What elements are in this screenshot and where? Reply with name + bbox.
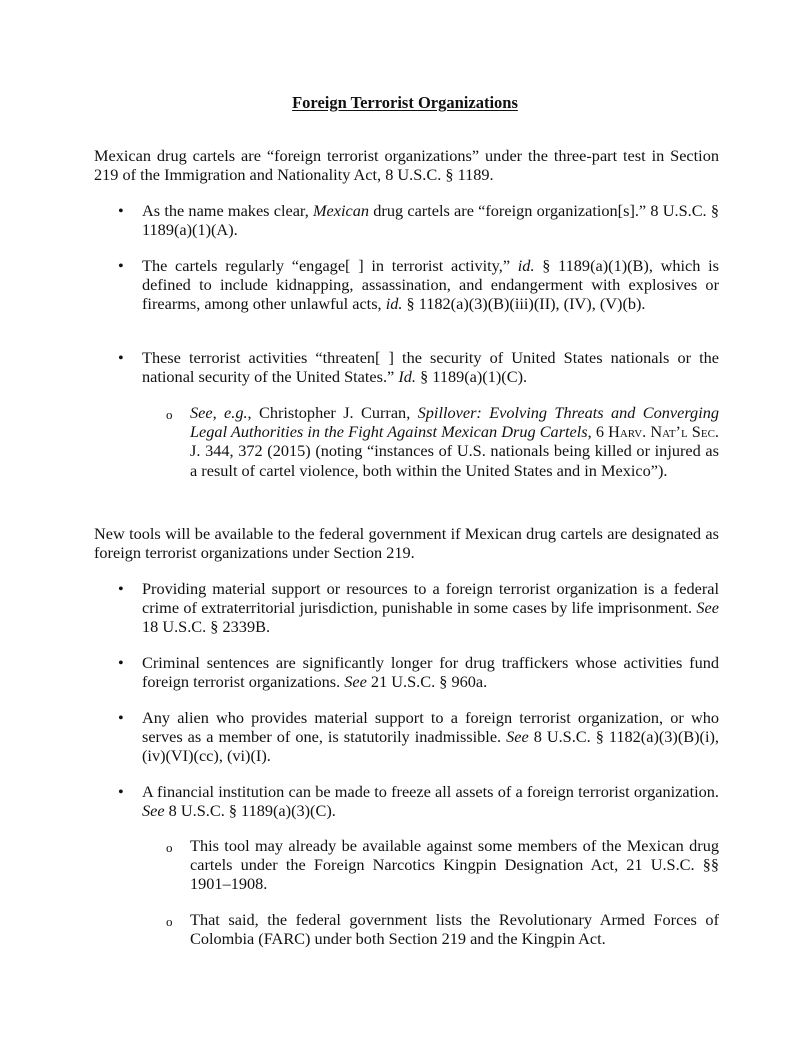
bullet-text: Any alien who provides material support to a foreign terrorist organization, or who serves as a member of one, is statutorily inadmissible. See 8 U.S.C. § 1182(a)(3)(B)(i), (iv)(VI)(cc), (vi)(I). [142,708,719,766]
bullet-text: Providing material support or resources to a foreign terrorist organization is a federal crime of extraterritorial jurisdiction, punishable in some cases by life imprisonment. See 18 U.S.C. § 2339B. [142,579,719,637]
sub-bullet-text: This tool may already be available against some members of the Mexican drug cartels under the Foreign Narcotics Kingpin Designation Act, 21 U.S.C. §§ 1901–1908. [190,836,719,894]
second-paragraph: New tools will be available to the federal government if Mexican drug cartels are designated as foreign terrorist organizations under Section 219. [94,524,719,563]
bullet-marker: • [118,579,124,598]
intro-paragraph: Mexican drug cartels are “foreign terrorist organizations” under the three-part test in Section 219 of the Immigration and Nationality Act, 8 U.S.C. § 1189. [94,146,719,185]
bullet-marker: • [118,782,124,801]
sub-bullet-marker: o [166,914,173,929]
bullet-text: The cartels regularly “engage[ ] in terrorist activity,” id. § 1189(a)(1)(B), which is defined to include kidnapping, assassination, and endangerment with explosives or firearms, among other unlawful acts, id. § 1182(a)(3)(B)(iii)(II), (IV), (V)(b). [142,256,719,314]
bullet-text: As the name makes clear, Mexican drug cartels are “foreign organization[s].” 8 U.S.C. § 1189(a)(1)(A). [142,201,719,240]
bullet-marker: • [118,201,124,220]
sub-bullet-text: See, e.g., Christopher J. Curran, Spillover: Evolving Threats and Converging Legal Authorities in the Fight Against Mexican Drug Cartels, 6 Harv. Nat’l Sec. J. 344, 372 (2015) (noting “instances of U.S. nationals being killed or injured as a result of cartel violence, both within the United States and in Mexico”). [190,403,720,480]
bullet-marker: • [118,653,124,672]
bullet-text: Criminal sentences are significantly longer for drug traffickers whose activities fund foreign terrorist organizations. See 21 U.S.C. § 960a. [142,653,719,692]
sub-bullet-marker: o [166,840,173,855]
bullet-marker: • [118,256,124,275]
bullet-text: These terrorist activities “threaten[ ] the security of United States nationals or the national security of the United States.” Id. § 1189(a)(1)(C). [142,348,719,387]
document-title: Foreign Terrorist Organizations [292,93,518,112]
bullet-marker: • [118,348,124,367]
bullet-text: A financial institution can be made to freeze all assets of a foreign terrorist organization. See 8 U.S.C. § 1189(a)(3)(C). [142,782,719,821]
bullet-marker: • [118,708,124,727]
sub-bullet-marker: o [166,407,173,422]
sub-bullet-text: That said, the federal government lists the Revolutionary Armed Forces of Colombia (FARC) under both Section 219 and the Kingpin Act. [190,910,719,949]
